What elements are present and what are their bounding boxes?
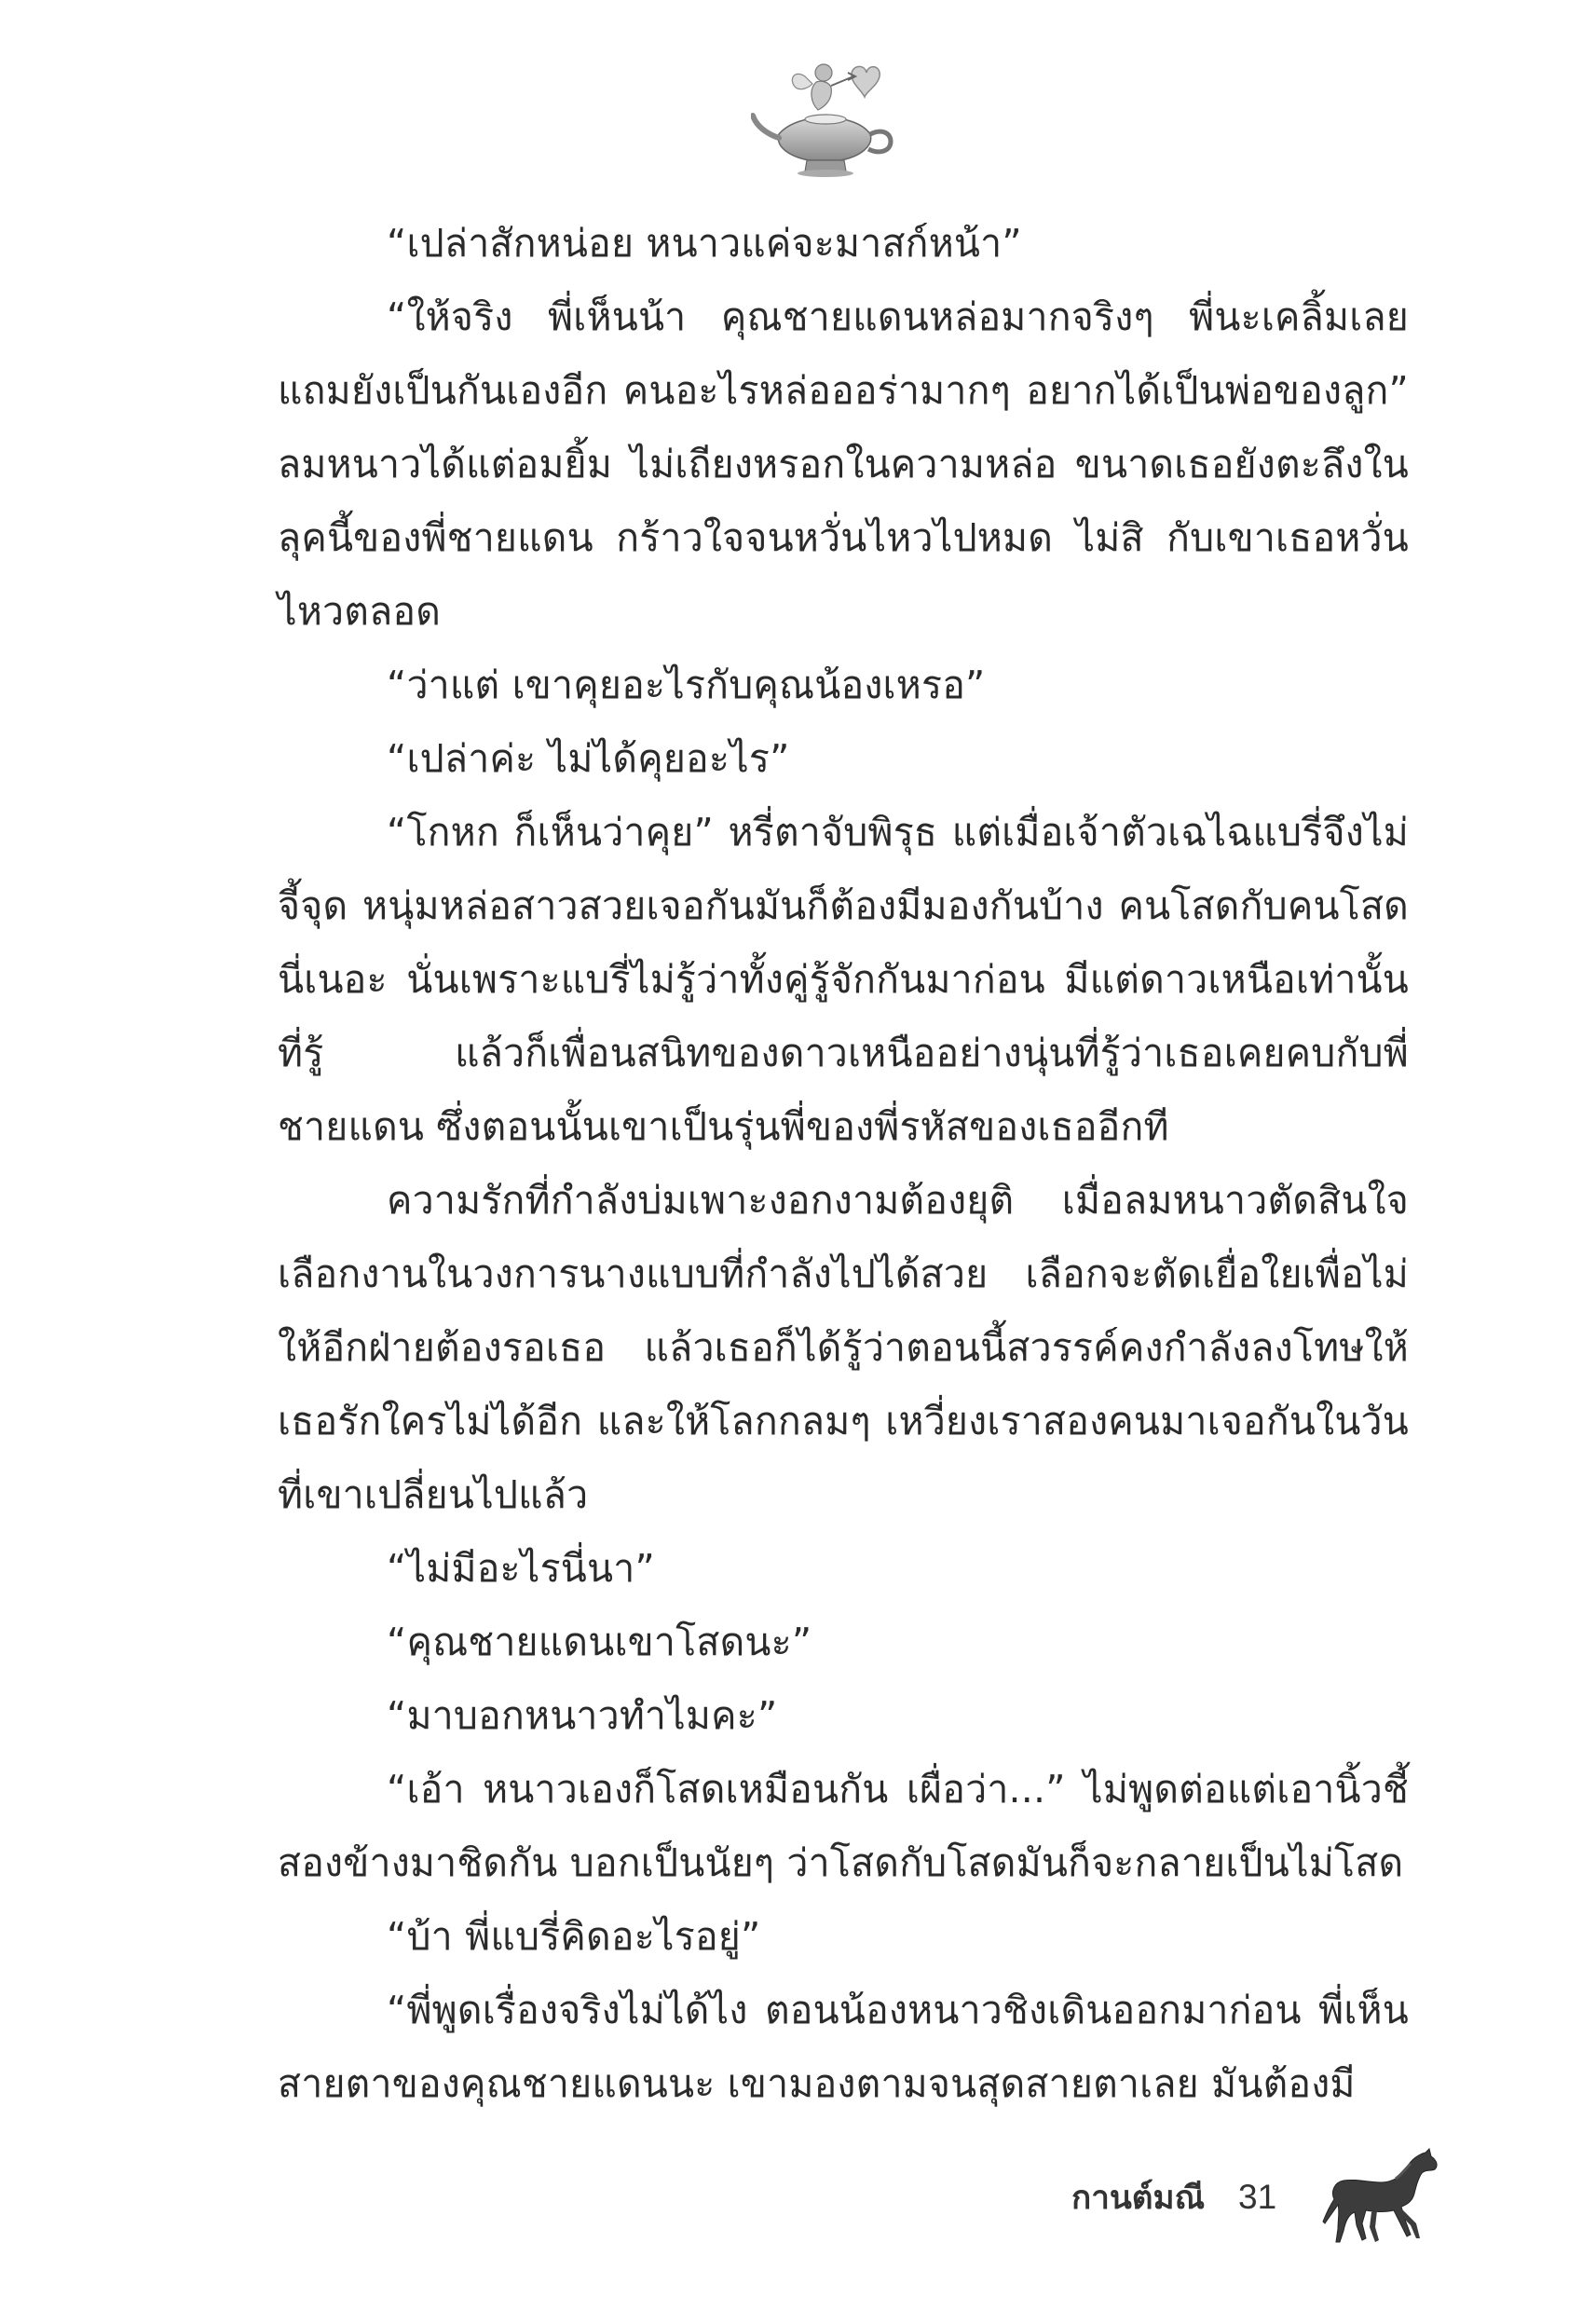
paragraph: “ไม่มีอะไรนี่นา”	[387, 1546, 655, 1591]
horse-icon	[1321, 2145, 1442, 2248]
paragraph: “คุณชายแดนเขาโสดนะ”	[387, 1620, 812, 1664]
paragraph: “ว่าแต่ เขาคุยอะไรกับคุณน้องเหรอ”	[387, 663, 986, 707]
paragraph: “บ้า พี่แบรี่คิดอะไรอยู่”	[387, 1914, 761, 1959]
paragraph: “พี่พูดเรื่องจริงไม่ได้ไง ตอนน้องหนาวชิงเดินออกมาก่อน พี่เห็นสายตาของคุณชายแดนนะ เขามองตามจนสุดสายตาเลย มันต้องมี	[278, 1988, 1409, 2106]
paragraph: “มาบอกหนาวทำไมคะ”	[387, 1693, 778, 1738]
paragraph: “เปล่าค่ะ ไม่ได้คุยอะไร”	[387, 736, 790, 781]
footer-author-title: กานต์มณี	[1071, 2179, 1206, 2217]
paragraph: ความรักที่กำลังบ่มเพาะงอกงามต้องยุติ เมื่อลมหนาวตัดสินใจเลือกงานในวงการนางแบบที่กำลังไปได้สวย เลือกจะตัดเยื่อใยเพื่อไม่ให้อีกฝ่ายต้องรอเธอ แล้วเธอก็ได้รู้ว่าตอนนี้สวรรค์คงกำลังลงโทษให้เธอรักใครไม่ได้อีก และให้โลกกลมๆ เหวี่ยงเราสองคนมาเจอกันในวันที่เขาเปลี่ยนไปแล้ว	[278, 1178, 1409, 1517]
paragraph: “เอ้า หนาวเองก็โสดเหมือนกัน เผื่อว่า...” ไม่พูดต่อแต่เอานิ้วชี้สองข้างมาชิดกัน บอกเป็นนัยๆ ว่าโสดกับโสดมันก็จะกลายเป็นไม่โสด	[278, 1767, 1409, 1885]
teapot-cupid-ornament-icon	[751, 48, 900, 179]
page-footer	[1071, 2160, 1276, 2235]
paragraph: “เปล่าสักหน่อย หนาวแค่จะมาสก์หน้า”	[387, 221, 1022, 266]
paragraph: “โกหก ก็เห็นว่าคุย” หรี่ตาจับพิรุธ แต่เมื่อเจ้าตัวเฉไฉแบรี่จึงไม่จี้จุด หนุ่มหล่อสาวสวยเจอกันมันก็ต้องมีมองกันบ้าง คนโสดกับคนโสดนี่เนอะ นั่นเพราะแบรี่ไม่รู้ว่าทั้งคู่รู้จักกันมาก่อน มีแต่ดาวเหนือเท่านั้นที่รู้ แล้วก็เพื่อนสนิทของดาวเหนืออย่างนุ่นที่รู้ว่าเธอเคยคบกับพี่ชายแดน ซึ่งตอนนั้นเขาเป็นรุ่นพี่ของพี่รหัสของเธออีกที	[278, 810, 1409, 1149]
body-text	[278, 207, 1409, 2121]
paragraph: “ให้จริง พี่เห็นน้า คุณชายแดนหล่อมากจริงๆ พี่นะเคลิ้มเลย แถมยังเป็นกันเองอีก คนอะไรหล่อออร่ามากๆ อยากได้เป็นพ่อของลูก” ลมหนาวได้แต่อมยิ้ม ไม่เถียงหรอกในความหล่อ ขนาดเธอยังตะลึงในลุคนี้ของพี่ชายแดน กร้าวใจจนหวั่นไหวไปหมด ไม่สิ กับเขาเธอหวั่นไหวตลอด	[278, 294, 1409, 634]
page-number: 31	[1238, 2178, 1277, 2216]
